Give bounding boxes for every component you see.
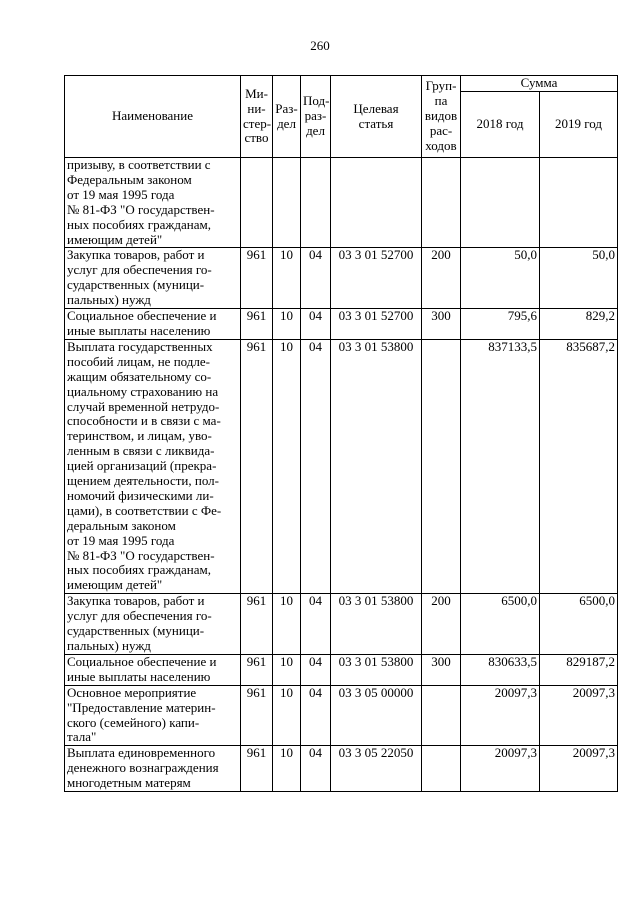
cell-target-article: 03 3 01 52700 bbox=[331, 309, 422, 340]
cell-section: 10 bbox=[273, 685, 301, 746]
cell-subsection: 04 bbox=[301, 685, 331, 746]
header-subsection: Под- раз- дел bbox=[301, 76, 331, 158]
cell-ministry: 961 bbox=[241, 746, 273, 792]
table-row bbox=[65, 309, 618, 340]
cell-subsection: 04 bbox=[301, 594, 331, 655]
cell-section: 10 bbox=[273, 248, 301, 309]
cell-subsection: 04 bbox=[301, 248, 331, 309]
table-row bbox=[65, 685, 618, 746]
cell-sum-2019: 6500,0 bbox=[540, 594, 618, 655]
cell-section: 10 bbox=[273, 654, 301, 685]
header-ministry: Ми- ни- стер- ство bbox=[241, 76, 273, 158]
cell-target-article: 03 3 01 53800 bbox=[331, 339, 422, 593]
cell-name: Закупка товаров, работ и услуг для обеспечения го- сударственных (муници- пальных) нужд bbox=[65, 594, 241, 655]
table-body bbox=[65, 158, 618, 792]
cell-ministry: 961 bbox=[241, 685, 273, 746]
cell-section bbox=[273, 158, 301, 248]
header-name: Наименование bbox=[65, 76, 241, 158]
cell-section: 10 bbox=[273, 594, 301, 655]
cell-ministry bbox=[241, 158, 273, 248]
cell-sum-2018 bbox=[461, 158, 540, 248]
cell-expense-group bbox=[422, 158, 461, 248]
cell-name: призыву, в соответствии с Федеральным законом от 19 мая 1995 года № 81-ФЗ "О государствен- ных пособиях гражданам, имеющим детей" bbox=[65, 158, 241, 248]
cell-sum-2019: 50,0 bbox=[540, 248, 618, 309]
cell-sum-2018: 6500,0 bbox=[461, 594, 540, 655]
table-row bbox=[65, 594, 618, 655]
cell-expense-group: 200 bbox=[422, 248, 461, 309]
cell-sum-2018: 795,6 bbox=[461, 309, 540, 340]
cell-sum-2019: 835687,2 bbox=[540, 339, 618, 593]
cell-sum-2019: 829,2 bbox=[540, 309, 618, 340]
cell-sum-2018: 837133,5 bbox=[461, 339, 540, 593]
cell-name: Выплата единовременного денежного вознаграждения многодетным матерям bbox=[65, 746, 241, 792]
cell-target-article bbox=[331, 158, 422, 248]
cell-section: 10 bbox=[273, 746, 301, 792]
cell-name: Социальное обеспечение и иные выплаты населению bbox=[65, 309, 241, 340]
header-year-2018: 2018 год bbox=[461, 92, 540, 158]
cell-sum-2018: 20097,3 bbox=[461, 685, 540, 746]
cell-sum-2018: 20097,3 bbox=[461, 746, 540, 792]
cell-sum-2018: 830633,5 bbox=[461, 654, 540, 685]
cell-target-article: 03 3 01 53800 bbox=[331, 594, 422, 655]
table-row bbox=[65, 746, 618, 792]
cell-target-article: 03 3 05 00000 bbox=[331, 685, 422, 746]
header-expense-group: Груп- па видов рас- ходов bbox=[422, 76, 461, 158]
cell-sum-2019: 20097,3 bbox=[540, 685, 618, 746]
cell-expense-group: 300 bbox=[422, 309, 461, 340]
cell-target-article: 03 3 01 53800 bbox=[331, 654, 422, 685]
cell-subsection bbox=[301, 158, 331, 248]
cell-name: Основное мероприятие "Предоставление материн- ского (семейного) капи- тала" bbox=[65, 685, 241, 746]
cell-name: Социальное обеспечение и иные выплаты населению bbox=[65, 654, 241, 685]
cell-expense-group: 200 bbox=[422, 594, 461, 655]
cell-section: 10 bbox=[273, 309, 301, 340]
cell-name: Закупка товаров, работ и услуг для обеспечения го- сударственных (муници- пальных) нужд bbox=[65, 248, 241, 309]
cell-sum-2018: 50,0 bbox=[461, 248, 540, 309]
header-year-2019: 2019 год bbox=[540, 92, 618, 158]
cell-expense-group bbox=[422, 685, 461, 746]
cell-ministry: 961 bbox=[241, 309, 273, 340]
cell-section: 10 bbox=[273, 339, 301, 593]
cell-subsection: 04 bbox=[301, 309, 331, 340]
table-header bbox=[65, 76, 618, 158]
cell-name: Выплата государственных пособий лицам, не подле- жащим обязательному со- циальному страхованию на случай временной нетрудо- способности и в связи с ма- теринством, и лицам, уво- ленным в связи с ликвида- цией организаций (прекра- щением деятельности, пол- номочий физическими ли- цами), в соответствии с Фе- деральным законом от 19 мая 1995 года № 81-ФЗ "О государствен- ных пособиях гражданам, имеющим детей" bbox=[65, 339, 241, 593]
header-section: Раз- дел bbox=[273, 76, 301, 158]
table-row bbox=[65, 654, 618, 685]
table-row bbox=[65, 158, 618, 248]
cell-expense-group: 300 bbox=[422, 654, 461, 685]
budget-table bbox=[64, 75, 618, 792]
table-row bbox=[65, 339, 618, 593]
header-sum: Сумма bbox=[461, 76, 618, 92]
cell-ministry: 961 bbox=[241, 339, 273, 593]
cell-subsection: 04 bbox=[301, 339, 331, 593]
table-row bbox=[65, 248, 618, 309]
header-target-article: Целевая статья bbox=[331, 76, 422, 158]
page-number: 260 bbox=[310, 38, 330, 53]
cell-sum-2019 bbox=[540, 158, 618, 248]
cell-sum-2019: 829187,2 bbox=[540, 654, 618, 685]
cell-expense-group bbox=[422, 746, 461, 792]
cell-ministry: 961 bbox=[241, 248, 273, 309]
cell-ministry: 961 bbox=[241, 594, 273, 655]
cell-target-article: 03 3 05 22050 bbox=[331, 746, 422, 792]
cell-subsection: 04 bbox=[301, 746, 331, 792]
cell-subsection: 04 bbox=[301, 654, 331, 685]
cell-sum-2019: 20097,3 bbox=[540, 746, 618, 792]
cell-expense-group bbox=[422, 339, 461, 593]
cell-target-article: 03 3 01 52700 bbox=[331, 248, 422, 309]
cell-ministry: 961 bbox=[241, 654, 273, 685]
